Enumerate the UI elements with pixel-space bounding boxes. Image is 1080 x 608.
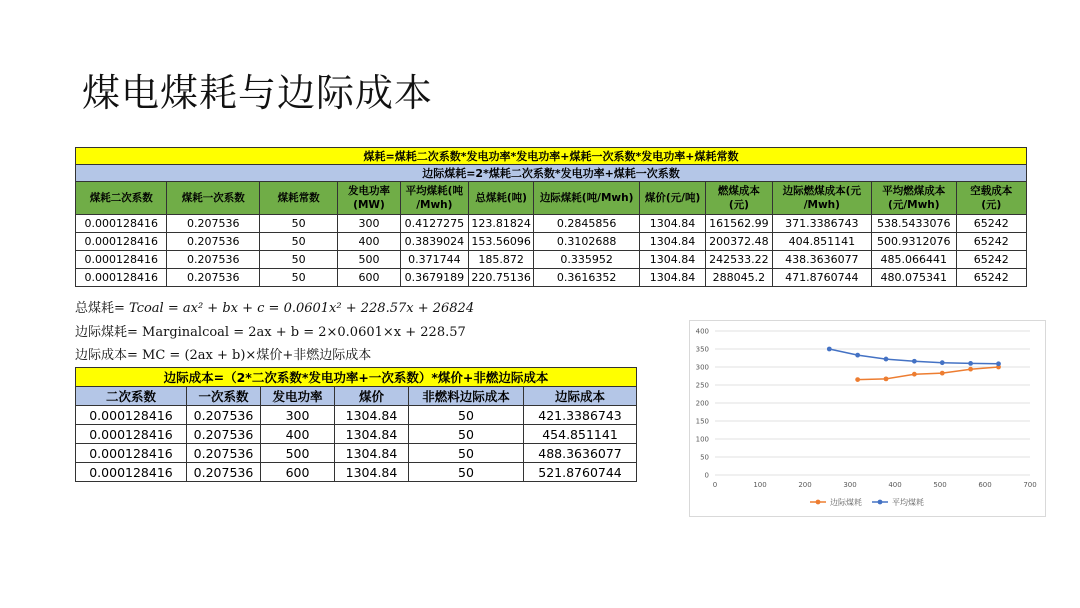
x-tick-label: 0: [712, 481, 718, 489]
x-tick-label: 200: [798, 481, 812, 489]
table-cell: 0.2845856: [534, 215, 640, 233]
table-cell: 0.371744: [400, 251, 468, 269]
table-cell: 161562.99: [706, 215, 772, 233]
x-tick-label: 600: [978, 481, 992, 489]
coal-consumption-table: [75, 147, 1027, 287]
table-cell: 0.000128416: [76, 215, 167, 233]
x-tick-label: 100: [753, 481, 767, 489]
column-header: 总煤耗(吨): [469, 182, 534, 215]
y-tick-label: 50: [700, 453, 709, 462]
table-cell: 521.8760744: [524, 463, 637, 482]
y-tick-label: 300: [695, 363, 709, 372]
table-cell: 1304.84: [335, 425, 409, 444]
marginal-coal-label: 边际煤耗: [75, 325, 128, 340]
table-cell: 421.3386743: [524, 406, 637, 425]
data-point: [884, 376, 889, 381]
table-cell: 0.3679189: [400, 269, 468, 287]
y-tick-label: 400: [695, 327, 709, 336]
table-cell: 371.3386743: [772, 215, 872, 233]
table-cell: 600: [338, 269, 400, 287]
table-cell: 538.5433076: [872, 215, 956, 233]
table-cell: 50: [259, 233, 337, 251]
table-cell: 500: [261, 444, 335, 463]
coal-formula-row: 煤耗=煤耗二次系数*发电功率*发电功率+煤耗一次系数*发电功率+煤耗常数: [76, 148, 1027, 165]
table-cell: 50: [409, 406, 524, 425]
column-header: 一次系数: [187, 387, 261, 406]
total-coal-label: 总煤耗: [75, 301, 115, 316]
column-header: 发电功率: [261, 387, 335, 406]
table-cell: 400: [261, 425, 335, 444]
table-cell: 471.8760744: [772, 269, 872, 287]
data-point: [940, 360, 945, 365]
table-cell: 200372.48: [706, 233, 772, 251]
data-point: [827, 347, 832, 352]
series-line: [858, 367, 999, 380]
data-point: [855, 377, 860, 382]
legend-label: 平均煤耗: [892, 498, 924, 507]
table-cell: 0.207536: [167, 215, 259, 233]
table-cell: 438.3636077: [772, 251, 872, 269]
table-cell: 0.3616352: [534, 269, 640, 287]
column-header: 边际煤耗(吨/Mwh): [534, 182, 640, 215]
column-header: 煤耗二次系数: [76, 182, 167, 215]
table-header-row: [76, 387, 637, 406]
legend-marker: [816, 500, 821, 505]
y-tick-label: 100: [695, 435, 709, 444]
table-cell: 0.3839024: [400, 233, 468, 251]
table-cell: 50: [409, 444, 524, 463]
column-header: 二次系数: [76, 387, 187, 406]
table-cell: 600: [261, 463, 335, 482]
total-coal-expression: = Tcoal = ax² + bx + c = 0.0601x² + 228.57x + 26824: [114, 301, 475, 316]
column-header: 边际燃煤成本(元 /Mwh): [772, 182, 872, 215]
table-cell: 1304.84: [639, 215, 705, 233]
table-cell: 185.872: [469, 251, 534, 269]
table-cell: 123.81824: [469, 215, 534, 233]
column-header: 边际成本: [524, 387, 637, 406]
table-cell: 1304.84: [639, 269, 705, 287]
x-tick-label: 700: [1023, 481, 1037, 489]
table-cell: 454.851141: [524, 425, 637, 444]
table-cell: 0.4127275: [400, 215, 468, 233]
y-tick-label: 350: [695, 345, 709, 354]
table-cell: 0.000128416: [76, 233, 167, 251]
table-cell: 220.75136: [469, 269, 534, 287]
table-cell: 400: [338, 233, 400, 251]
column-header: 燃煤成本 (元): [706, 182, 772, 215]
table-cell: 65242: [956, 251, 1026, 269]
y-tick-label: 0: [704, 471, 709, 480]
table-cell: 0.335952: [534, 251, 640, 269]
table-cell: 0.000128416: [76, 251, 167, 269]
table-row: [76, 463, 637, 482]
table-cell: 1304.84: [335, 463, 409, 482]
table-row: [76, 444, 637, 463]
column-header: 平均燃煤成本 (元/Mwh): [872, 182, 956, 215]
coal-consumption-chart: [689, 320, 1046, 517]
y-tick-label: 250: [695, 381, 709, 390]
table-row: [76, 251, 1027, 269]
table-cell: 50: [259, 269, 337, 287]
data-point: [940, 371, 945, 376]
x-tick-label: 300: [843, 481, 857, 489]
table-cell: 65242: [956, 215, 1026, 233]
table-cell: 50: [259, 215, 337, 233]
marginal-cost-expression-a: = MC = (2ax + b)×: [127, 348, 257, 363]
table-cell: 1304.84: [639, 251, 705, 269]
data-point: [968, 367, 973, 372]
table-cell: 1304.84: [335, 444, 409, 463]
y-tick-label: 150: [695, 417, 709, 426]
table-cell: 0.207536: [187, 406, 261, 425]
data-point: [912, 372, 917, 377]
table-cell: 0.000128416: [76, 444, 187, 463]
marginal-cost-expression-d: 非燃边际成本: [293, 348, 372, 363]
table-header-row: [76, 182, 1027, 215]
table-cell: 488.3636077: [524, 444, 637, 463]
table-cell: 65242: [956, 233, 1026, 251]
table-cell: 65242: [956, 269, 1026, 287]
table-cell: 0.207536: [167, 269, 259, 287]
data-point: [912, 359, 917, 364]
column-header: 煤价(元/吨): [639, 182, 705, 215]
data-point: [855, 353, 860, 358]
marginal-cost-formula-row: 边际成本=（2*二次系数*发电功率+一次系数）*煤价+非燃边际成本: [76, 368, 637, 387]
table-cell: 50: [409, 425, 524, 444]
table-cell: 0.207536: [167, 233, 259, 251]
table-cell: 50: [259, 251, 337, 269]
table-row: [76, 215, 1027, 233]
table-cell: 0.000128416: [76, 406, 187, 425]
slide-title: 煤电煤耗与边际成本: [82, 71, 434, 115]
table-cell: 0.207536: [187, 425, 261, 444]
data-point: [884, 357, 889, 362]
table-cell: 404.851141: [772, 233, 872, 251]
marginal-cost-expression-b: 煤价: [256, 348, 283, 363]
table-cell: 0.207536: [187, 444, 261, 463]
table-cell: 0.000128416: [76, 269, 167, 287]
marginal-coal-formula-row: 边际煤耗=2*煤耗二次系数*发电功率+煤耗一次系数: [76, 165, 1027, 182]
table-cell: 500: [338, 251, 400, 269]
table-cell: 50: [409, 463, 524, 482]
table-cell: 0.207536: [167, 251, 259, 269]
legend-marker: [878, 500, 883, 505]
data-point: [968, 361, 973, 366]
table-cell: 480.075341: [872, 269, 956, 287]
marginal-cost-expression-c: +: [282, 348, 294, 363]
legend-label: 边际煤耗: [830, 498, 862, 507]
column-header: 煤价: [335, 387, 409, 406]
column-header: 煤耗一次系数: [167, 182, 259, 215]
table-cell: 153.56096: [469, 233, 534, 251]
marginal-cost-label: 边际成本: [75, 348, 128, 363]
table-row: [76, 406, 637, 425]
table-cell: 242533.22: [706, 251, 772, 269]
table-cell: 288045.2: [706, 269, 772, 287]
marginal-cost-formula: [75, 344, 371, 363]
table-cell: 485.066441: [872, 251, 956, 269]
table-cell: 500.9312076: [872, 233, 956, 251]
column-header: 非燃料边际成本: [409, 387, 524, 406]
data-point: [996, 361, 1001, 366]
column-header: 平均煤耗(吨 /Mwh): [400, 182, 468, 215]
column-header: 空载成本 (元): [956, 182, 1026, 215]
table-row: [76, 269, 1027, 287]
x-tick-label: 400: [888, 481, 902, 489]
table-cell: 1304.84: [639, 233, 705, 251]
marginal-coal-formula: [75, 321, 466, 340]
table-row: [76, 233, 1027, 251]
marginal-cost-table: [75, 367, 637, 482]
table-cell: 0.3102688: [534, 233, 640, 251]
marginal-coal-expression: = Marginalcoal = 2ax + b = 2×0.0601×x + 228.57: [127, 325, 466, 340]
column-header: 发电功率 (MW): [338, 182, 400, 215]
table-cell: 0.207536: [187, 463, 261, 482]
table-cell: 1304.84: [335, 406, 409, 425]
table-row: [76, 425, 637, 444]
x-tick-label: 500: [933, 481, 947, 489]
table-cell: 300: [261, 406, 335, 425]
y-tick-label: 200: [695, 399, 709, 408]
table-cell: 0.000128416: [76, 463, 187, 482]
table-cell: 300: [338, 215, 400, 233]
chart-svg: [690, 321, 1045, 516]
total-coal-formula: [75, 297, 474, 316]
table-cell: 0.000128416: [76, 425, 187, 444]
column-header: 煤耗常数: [259, 182, 337, 215]
